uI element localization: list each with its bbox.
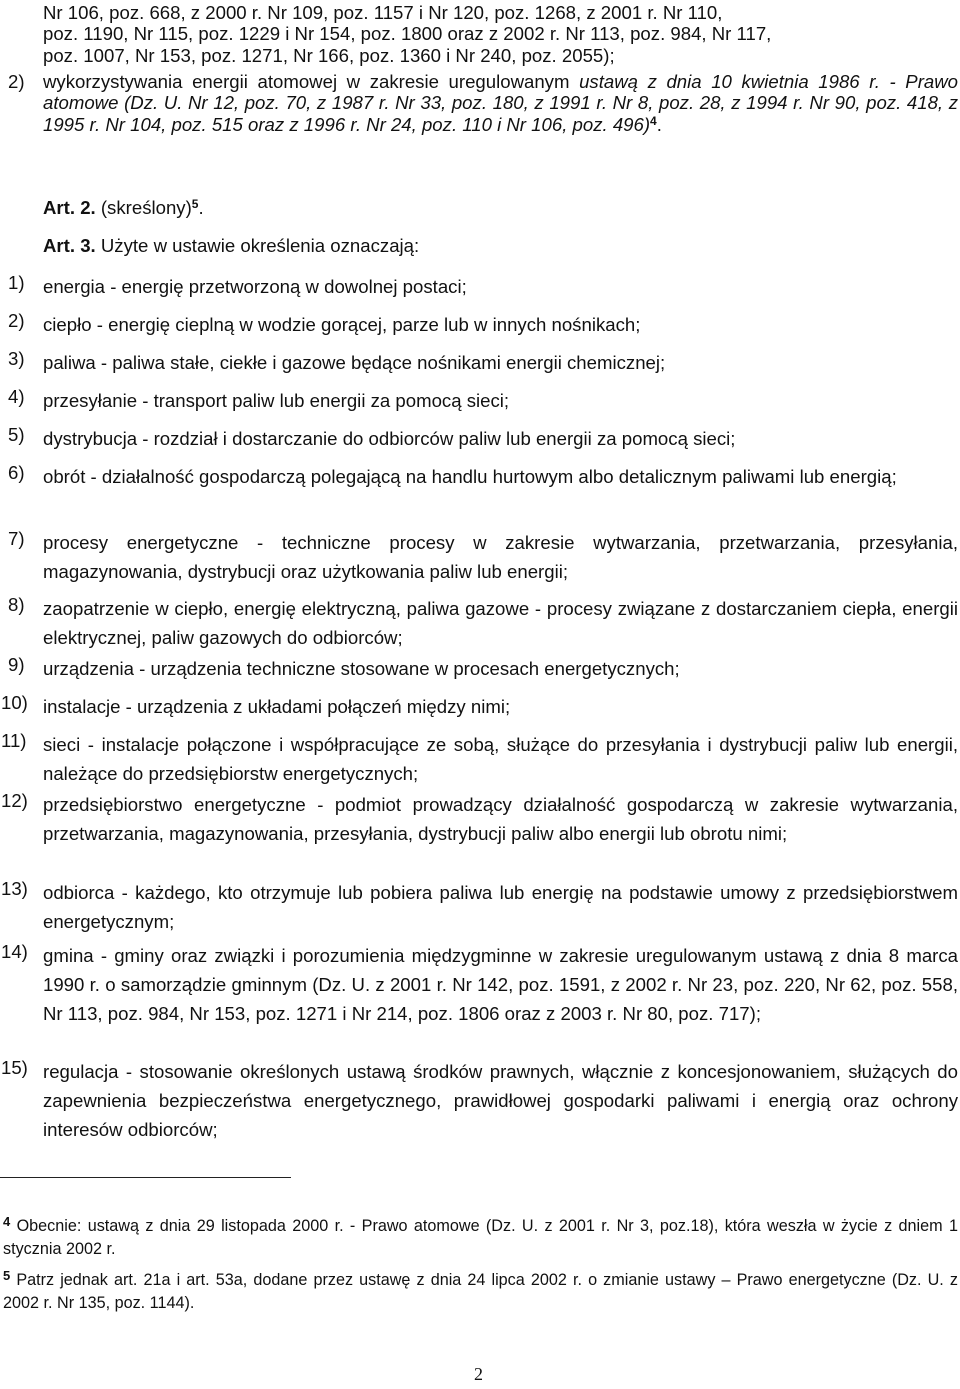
item-number: 4) xyxy=(8,386,25,407)
item-text: zaopatrzenie w ciepło, energię elektryczną, paliwa gazowe - procesy związane z dostarczaniem ciepła, energii elektrycznej, paliw gazowych do odbiorców; xyxy=(43,598,958,648)
item-text: przesyłanie - transport paliw lub energii za pomocą sieci; xyxy=(43,390,510,411)
footnote xyxy=(3,1269,958,1315)
item-text-plain: wykorzystywania energii atomowej w zakresie uregulowanym xyxy=(43,71,580,92)
intro-line: poz. 1190, Nr 115, poz. 1229 i Nr 154, poz. 1800 oraz z 2002 r. Nr 113, poz. 984, Nr 117, xyxy=(43,23,772,45)
item-number: 7) xyxy=(8,528,25,549)
item-number: 9) xyxy=(8,654,25,675)
item-number: 15) xyxy=(1,1057,28,1078)
footnote-text: Patrz jednak art. 21a i art. 53a, dodane przez ustawę z dnia 24 lipca 2002 r. o zmianie ustawy – Prawo energetyczne (Dz. U. z 2002 r. Nr 135, poz. 1144). xyxy=(3,1271,958,1312)
article-2 xyxy=(43,197,204,219)
item-text-italic: ustawą z dnia 10 kwietnia 1986 r. - Prawo atomowe (Dz. U. Nr 12, poz. 70, z 1987 r. Nr 33, poz. 180, z 1991 r. Nr 8, poz. 28, z 1994 r. Nr 90, poz. 418, z 1995 r. Nr 104, poz. 515 oraz z 1996 r. Nr 24, poz. 110 i Nr 106, poz. 496) xyxy=(43,71,958,135)
item-number: 3) xyxy=(8,348,25,369)
item-text: dystrybucja - rozdział i dostarczanie do odbiorców paliw lub energii za pomocą sieci; xyxy=(43,428,736,449)
item-number: 11) xyxy=(1,730,27,751)
item-number: 10) xyxy=(1,692,28,713)
footnote-mark: 4 xyxy=(3,1214,11,1229)
footnote-ref[interactable]: 5 xyxy=(191,197,199,211)
item-text: gmina - gminy oraz związki i porozumienia międzygminne w zakresie uregulowanym ustawą z dnia 8 marca 1990 r. o samorządzie gminnym (Dz. U. z 2001 r. Nr 142, poz. 1591, z 2002 r. Nr 23, poz. 220, Nr 62, poz. 558, Nr 113, poz. 984, Nr 153, poz. 1271 i Nr 214, poz. 1806 oraz z 2003 r. Nr 80, poz. 717); xyxy=(43,945,958,1024)
article-text: (skreślony) xyxy=(95,197,192,218)
item-text: przedsiębiorstwo energetyczne - podmiot prowadzący działalność gospodarczą w zakresie wytwarzania, przetwarzania, magazynowania, przesyłania, dystrybucji paliw albo energii lub obrotu nimi; xyxy=(43,794,958,844)
item-number: 6) xyxy=(8,462,25,483)
item-text: sieci - instalacje połączone i współpracujące ze sobą, służące do przesyłania i dystrybucji paliw lub energii, należące do przedsiębiorstw energetycznych; xyxy=(43,734,958,784)
item-number: 13) xyxy=(1,878,28,899)
item-number: 2) xyxy=(8,310,25,331)
footnote-text: Obecnie: ustawą z dnia 29 listopada 2000 r. - Prawo atomowe (Dz. U. z 2001 r. Nr 3, poz.18), która weszła w życie z dniem 1 stycznia 2002 r. xyxy=(3,1217,958,1258)
article-label: Art. 3. xyxy=(43,235,96,256)
item-text-tail: . xyxy=(656,113,662,135)
article-3 xyxy=(43,235,419,257)
item-text: energia - energię przetworzoną w dowolnej postaci; xyxy=(43,276,467,297)
footnote xyxy=(3,1215,958,1261)
item-text: odbiorca - każdego, kto otrzymuje lub pobiera paliwa lub energię na podstawie umowy z przedsiębiorstwem energetycznym; xyxy=(43,882,958,932)
item-text: regulacja - stosowanie określonych ustawą środków prawnych, włącznie z koncesjonowaniem, służących do zapewnienia bezpieczeństwa energetycznego, prawidłowej gospodarki paliwami i energią oraz ochrony interesów odbiorców; xyxy=(43,1061,958,1140)
item-text: instalacje - urządzenia z układami połączeń między nimi; xyxy=(43,696,511,717)
footnote-separator xyxy=(0,1177,291,1178)
item-text: obrót - działalność gospodarczą polegającą na handlu hurtowym albo detalicznym paliwami lub energią; xyxy=(43,466,897,487)
item-text xyxy=(43,71,958,135)
article-label: Art. 2. xyxy=(43,197,96,218)
item-number: 1) xyxy=(8,272,25,293)
intro-line: Nr 106, poz. 668, z 2000 r. Nr 109, poz. 1157 i Nr 120, poz. 1268, z 2001 r. Nr 110, xyxy=(43,2,723,23)
item-number: 12) xyxy=(1,790,28,811)
footnote-ref[interactable]: 4 xyxy=(650,113,657,128)
item-number: 2) xyxy=(8,71,25,92)
item-number: 5) xyxy=(8,424,25,445)
item-text: urządzenia - urządzenia techniczne stosowane w procesach energetycznych; xyxy=(43,658,680,679)
footnote-mark: 5 xyxy=(3,1268,11,1283)
intro-line: poz. 1007, Nr 153, poz. 1271, Nr 166, poz. 1360 i Nr 240, poz. 2055); xyxy=(43,44,615,66)
page-number: 2 xyxy=(474,1364,483,1384)
intro-text xyxy=(43,2,958,66)
article-text: Użyte w ustawie określenia oznaczają: xyxy=(95,235,420,256)
item-text: ciepło - energię cieplną w wodzie gorącej, parze lub w innych nośnikach; xyxy=(43,314,641,335)
item-number: 14) xyxy=(1,941,28,962)
item-text: procesy energetyczne - techniczne procesy w zakresie wytwarzania, przetwarzania, przesyłania, magazynowania, dystrybucji oraz użytkowania paliw lub energii; xyxy=(43,532,958,582)
item-number: 8) xyxy=(8,594,25,615)
article-tail: . xyxy=(198,197,204,218)
item-text: paliwa - paliwa stałe, ciekłe i gazowe będące nośnikami energii chemicznej; xyxy=(43,352,666,373)
